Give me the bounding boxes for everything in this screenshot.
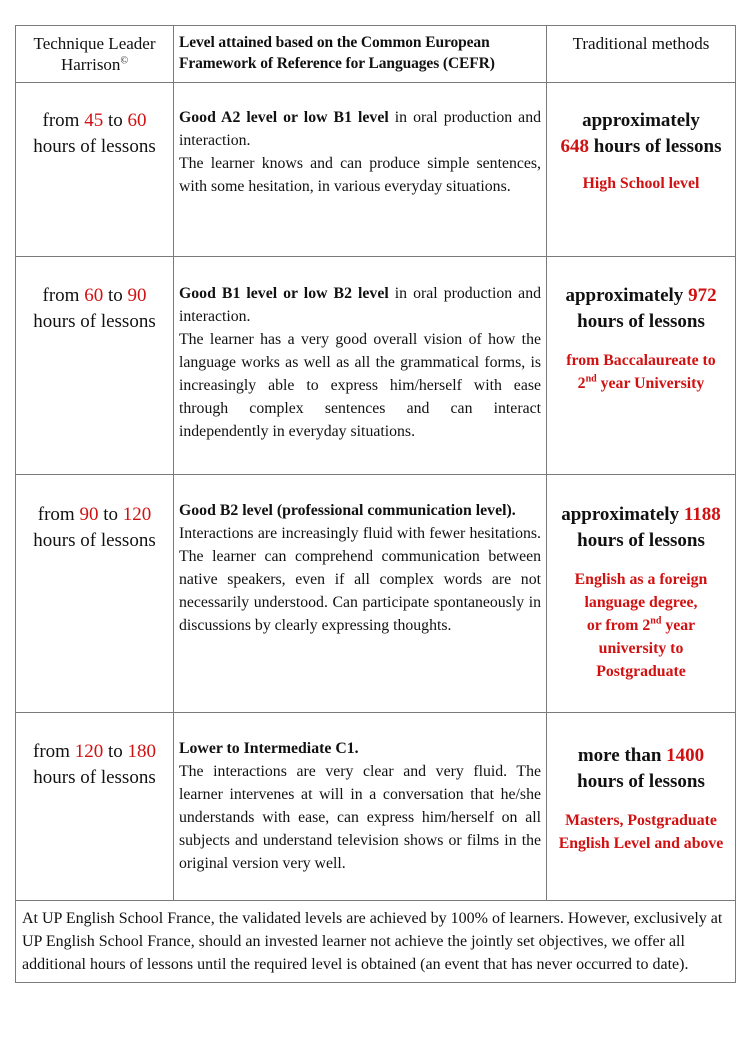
hours-to-word: to (107, 110, 123, 131)
header-cefr-text: Level attained based on the Common European Framework of Reference for Languages (CEFR) (179, 34, 495, 72)
header-cell-traditional (547, 26, 736, 83)
table-row (16, 257, 736, 475)
trad-prefix: more than (577, 745, 662, 766)
level-description: Interactions are increasingly fluid with fewer hesitations. The learner can comprehend communication between native speakers, even if all complex words are not necessarily understood. Can participate spontaneously in discussions by clearly expressing thoughts. (179, 525, 541, 634)
trad-note-c: year University (596, 375, 705, 392)
hours-from: 45 (84, 110, 104, 131)
footer-row (16, 901, 736, 983)
footer-note: At UP English School France, the validated levels are achieved by 100% of learners. However, exclusively at UP English School France, should an invested learner not achieve the jointly set objectives, we offer all additional hours of lessons until the required level is obtained (an event that has never occurred to date). (22, 910, 723, 973)
hours-from: 120 (74, 741, 104, 762)
level-cell (174, 713, 547, 901)
level-title: Good A2 level or low B1 level (179, 109, 389, 126)
traditional-cell (547, 83, 736, 257)
table-row (16, 83, 736, 257)
trad-note-a: English as a foreign language degree, (574, 571, 708, 611)
hours-from-word: from (33, 741, 70, 762)
hours-cell (16, 475, 174, 713)
trad-number: 648 (560, 136, 589, 157)
hours-cell (16, 257, 174, 475)
header-technique-line1: Technique Leader (33, 34, 156, 53)
hours-suffix: hours of lessons (33, 767, 156, 788)
traditional-cell (547, 475, 736, 713)
hours-cell (16, 713, 174, 901)
header-traditional-text: Traditional methods (572, 34, 710, 53)
trad-number: 972 (688, 285, 717, 306)
hours-to-word: to (103, 504, 118, 525)
trad-note-a: from Baccalaureate to (566, 352, 716, 369)
header-technique-line2: Harrison (60, 55, 121, 74)
level-title-rest: in oral production and interaction. (179, 285, 541, 325)
comparison-table (15, 25, 736, 983)
hours-to-word: to (107, 285, 123, 306)
trad-suffix: hours of lessons (577, 771, 705, 792)
table-row (16, 475, 736, 713)
hours-suffix: hours of lessons (33, 311, 156, 332)
level-cell (174, 257, 547, 475)
hours-to: 60 (127, 110, 147, 131)
hours-to-word: to (107, 741, 123, 762)
trad-note-b: or from 2 (586, 617, 651, 634)
trad-note-sup: nd (650, 615, 662, 627)
hours-from: 90 (79, 504, 99, 525)
header-cell-cefr (174, 26, 547, 83)
hours-cell (16, 83, 174, 257)
trad-number: 1188 (683, 504, 721, 525)
trad-note-b: 2 (577, 375, 586, 392)
level-cell (174, 83, 547, 257)
trad-note (547, 554, 735, 683)
level-title-rest: in oral production and interaction. (179, 109, 541, 149)
hours-to: 180 (127, 741, 156, 762)
trad-note-c: year university to Postgraduate (596, 617, 696, 680)
trad-note-sup: nd (585, 373, 597, 385)
trad-note: Masters, Postgraduate English Level and above (558, 812, 724, 852)
trad-suffix: hours of lessons (577, 311, 705, 332)
header-cell-technique (16, 26, 174, 83)
hours-to: 120 (122, 504, 152, 525)
trad-note: High School level (582, 175, 700, 192)
level-description: The interactions are very clear and very fluid. The learner intervenes at will in a conversation that he/she understands with ease, can express him/herself on all subjects and understand television shows or films in the original version very well. (179, 763, 541, 872)
trad-prefix: approximately (565, 285, 684, 306)
level-title: Good B1 level or low B2 level (179, 285, 389, 302)
trad-number: 1400 (666, 745, 705, 766)
hours-from-word: from (42, 110, 80, 131)
copyright-mark: © (120, 55, 129, 67)
level-description: The learner knows and can produce simple sentences, with some hesitation, in various everyday situations. (179, 155, 541, 195)
level-cell (174, 475, 547, 713)
level-description: The learner has a very good overall vision of how the language works as well as all the grammatical forms, is increasingly able to express him/herself with ease through complex sentences and can interact independently in everyday situations. (179, 331, 541, 440)
header-row (16, 26, 736, 83)
footer-cell (16, 901, 736, 983)
hours-from-word: from (42, 285, 80, 306)
hours-from: 60 (84, 285, 104, 306)
hours-suffix: hours of lessons (33, 136, 156, 157)
traditional-cell (547, 713, 736, 901)
level-title: Lower to Intermediate C1. (179, 740, 359, 757)
table-row (16, 713, 736, 901)
trad-prefix: approximately (582, 110, 700, 131)
trad-prefix: approximately (561, 504, 680, 525)
hours-suffix: hours of lessons (33, 530, 156, 551)
traditional-cell (547, 257, 736, 475)
trad-note (547, 335, 735, 395)
level-title: Good B2 level (professional communication level). (179, 502, 516, 519)
trad-suffix: hours of lessons (577, 530, 705, 551)
trad-suffix: hours of lessons (593, 136, 722, 157)
hours-to: 90 (127, 285, 147, 306)
hours-from-word: from (37, 504, 75, 525)
